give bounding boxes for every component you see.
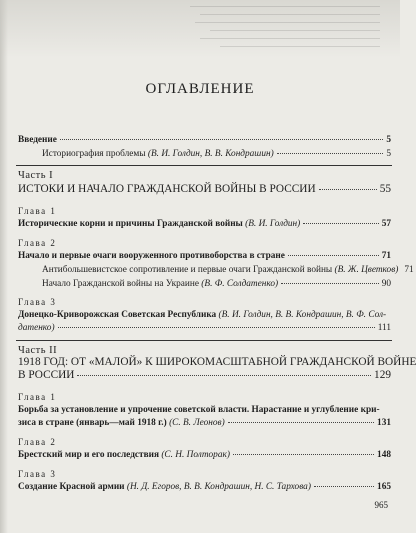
toc-entry-chapter: Брестский мир и его последствия (С. Н. Полторак) 148 <box>18 450 391 460</box>
toc-entry-chapter: Начало и первые очаги вооруженного противоборства в стране 71 <box>18 251 391 261</box>
chapter-label: Глава 1 <box>18 392 57 402</box>
toc-entry-historiography: Историография проблемы (В. И. Голдин, В. В. Кондрашин) 5 <box>42 149 391 159</box>
divider <box>16 165 392 166</box>
toc-entry-chapter: Донецко-Криворожская Советская Республика (В. И. Голдин, В. В. Кондрашин, В. Ф. Сол- <box>18 310 387 320</box>
chapter-label: Глава 2 <box>18 437 57 447</box>
toc-entry-intro: Введение 5 <box>18 135 391 145</box>
chapter-label: Глава 1 <box>18 206 57 216</box>
toc-entry-chapter-cont: датенко) 111 <box>18 323 391 333</box>
part-2-label: Часть II <box>18 345 58 356</box>
toc-entry-section: Начало Гражданской войны на Украине (В. Ф. Солдатенко) 90 <box>42 279 391 289</box>
chapter-label: Глава 2 <box>18 238 57 248</box>
toc-entry-chapter: Исторические корни и причины Гражданской войны (В. И. Голдин) 57 <box>18 219 391 229</box>
chapter-label: Глава 3 <box>18 297 57 307</box>
part-2-title-cont: В РОССИИ 129 <box>18 369 391 381</box>
part-2-title: 1918 ГОД: ОТ «МАЛОЙ» К ШИРОКОМАСШТАБНОЙ ГРАЖДАНСКОЙ ВОЙНЕ <box>18 356 416 368</box>
bleed-through-text <box>0 0 400 58</box>
divider <box>16 340 392 341</box>
toc-title: ОГЛАВЛЕНИЕ <box>145 81 255 97</box>
toc-entry-section: Антибольшевистское сопротивление и первые очаги Гражданской войны (В. Ж. Цветков) 71 <box>42 265 414 275</box>
chapter-label: Глава 3 <box>18 469 57 479</box>
page-gutter-shadow <box>0 0 8 533</box>
toc-entry-chapter: Борьба за установление и упрочение советской власти. Нарастание и углубление кри- <box>18 405 380 415</box>
toc-entry-chapter-cont: зиса в стране (январь—май 1918 г.) (С. В. Леонов) 131 <box>18 418 391 428</box>
page-number: 965 <box>374 500 388 510</box>
part-1-title: ИСТОКИ И НАЧАЛО ГРАЖДАНСКОЙ ВОЙНЫ В РОССИИ 55 <box>18 183 391 195</box>
part-1-label: Часть I <box>18 170 54 181</box>
toc-entry-chapter: Создание Красной армии (Н. Д. Егоров, В. В. Кондрашин, Н. С. Тархова) 165 <box>18 482 391 492</box>
